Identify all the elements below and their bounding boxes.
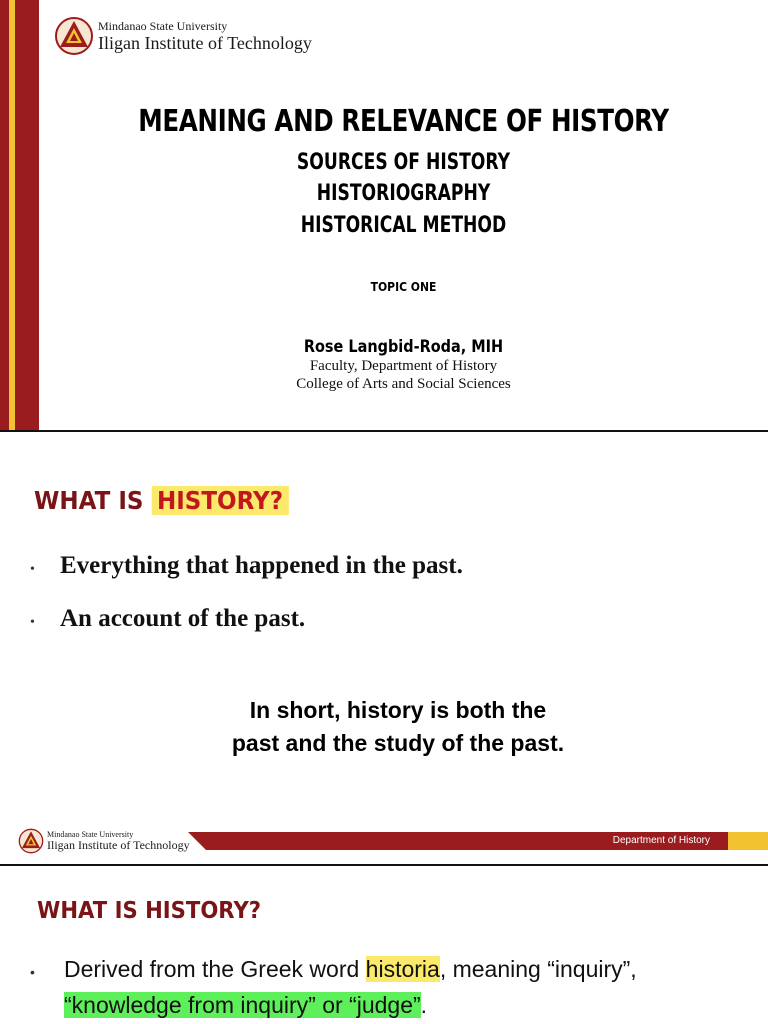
- title-slide: [0, 0, 768, 432]
- summary-line: In short, history is both the: [249, 697, 547, 723]
- slide-title: MEANING AND RELEVANCE OF HISTORY: [138, 104, 669, 139]
- author-name: Rose Langbid-Roda, MIH: [303, 337, 504, 357]
- bullet-continuation: [64, 992, 427, 1019]
- university-name: Mindanao State University: [98, 18, 228, 33]
- subtitle-method: HISTORICAL METHOD: [300, 213, 507, 238]
- etymology-slide: [0, 868, 768, 1024]
- university-seal-icon: [18, 828, 44, 854]
- list-item: [30, 605, 305, 633]
- department-label: Department of History: [612, 835, 710, 846]
- subtitle-sources: SOURCES OF HISTORY: [296, 150, 511, 175]
- affiliation-college: College of Arts and Social Sciences: [296, 376, 511, 392]
- footer-gold-accent: [728, 832, 768, 850]
- subtitle-historiography: HISTORIOGRAPHY: [316, 181, 491, 206]
- bullet-text: Everything that happened in the past.: [60, 552, 463, 579]
- bullet-text-part: Derived from the Greek word: [64, 956, 366, 982]
- institute-name: Iligan Institute of Technology: [98, 32, 312, 53]
- institute-name: Iligan Institute of Technology: [47, 838, 190, 852]
- slide-footer: [0, 828, 768, 866]
- bullet-dot-icon: •: [30, 615, 35, 630]
- summary-text: [140, 694, 656, 760]
- heading-highlight: HISTORY?: [151, 486, 288, 515]
- definition-slide: [0, 434, 768, 866]
- topic-label: TOPIC ONE: [370, 280, 437, 294]
- bullet-text: [64, 956, 637, 983]
- footer-logo: [18, 828, 190, 854]
- slide-heading: [34, 486, 289, 515]
- maroon-band-right: [15, 0, 39, 432]
- university-name: Mindanao State University: [47, 830, 134, 839]
- maroon-band-left: [0, 0, 9, 432]
- slide-heading: WHAT IS HISTORY?: [37, 898, 262, 924]
- highlight-historia: historia: [365, 956, 440, 982]
- bullet-text-part: .: [420, 992, 428, 1018]
- heading-prefix: WHAT IS: [34, 486, 152, 515]
- institution-logo: [54, 16, 312, 56]
- highlight-meaning: “knowledge from inquiry” or “judge”: [64, 992, 421, 1018]
- affiliation-department: Faculty, Department of History: [309, 358, 498, 374]
- summary-line: past and the study of the past.: [231, 730, 565, 756]
- bullet-text: An account of the past.: [60, 605, 306, 632]
- bullet-dot-icon: •: [30, 562, 35, 577]
- list-item: [30, 552, 463, 580]
- university-seal-icon: [54, 16, 94, 56]
- list-item: [30, 956, 637, 983]
- bullet-text-part: , meaning “inquiry”,: [439, 956, 637, 982]
- bullet-dot-icon: •: [30, 964, 35, 980]
